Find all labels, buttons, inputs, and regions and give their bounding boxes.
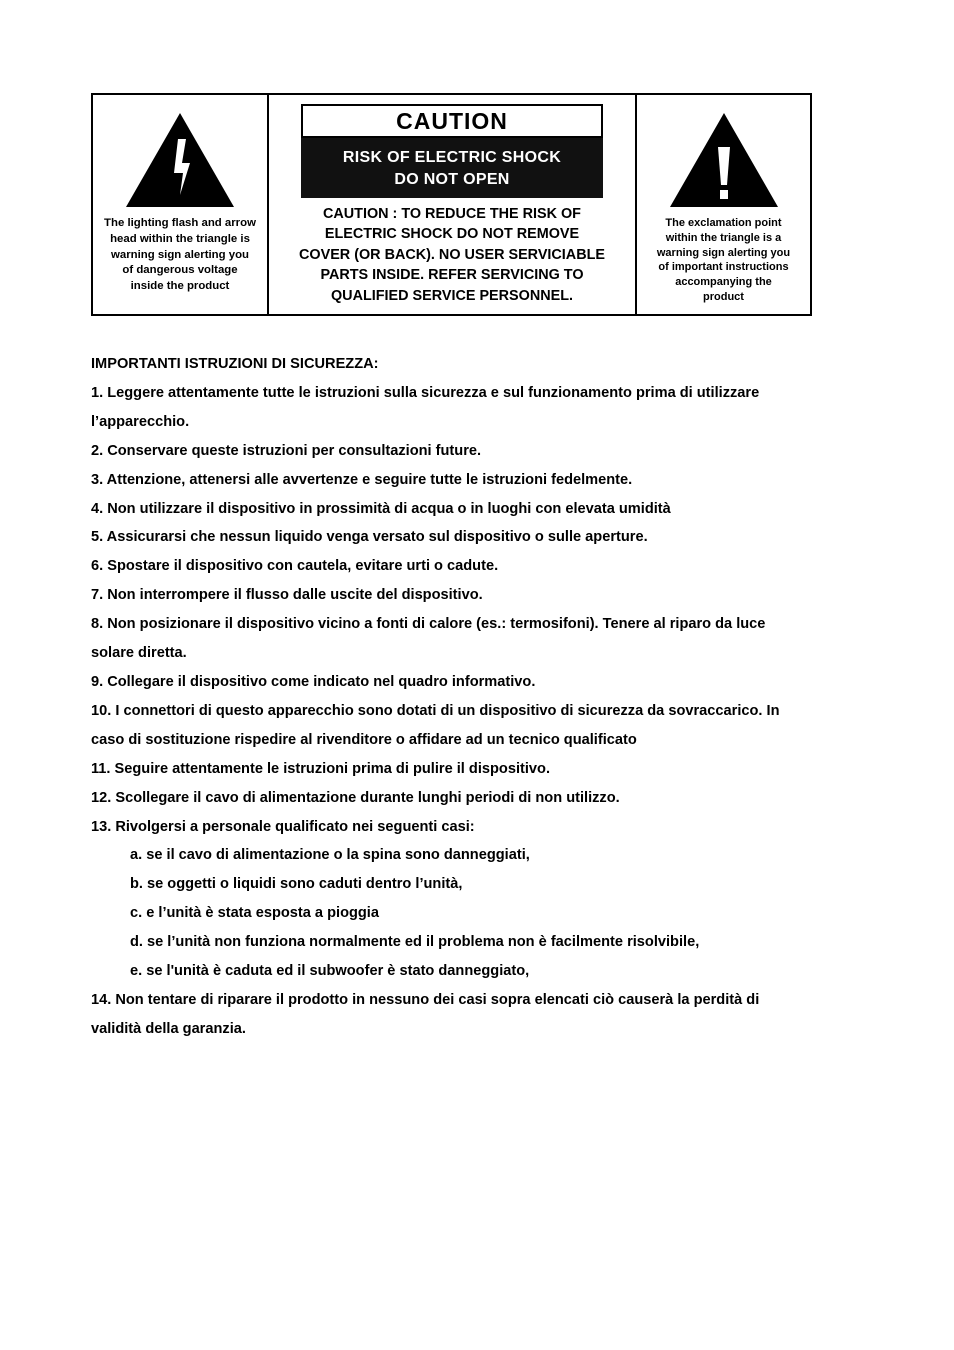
instruction-13-a: a. se il cavo di alimentazione o la spina sono danneggiati,	[130, 847, 530, 864]
caution-center-cell	[269, 95, 637, 314]
caution-title: CAUTION	[301, 104, 603, 138]
instruction-8: 8. Non posizionare il dispositivo vicino a fonti di calore (es.: termosifoni). Tenere al riparo da luce	[91, 616, 766, 633]
instruction-6: 6. Spostare il dispositivo con cautela, evitare urti o cadute.	[91, 558, 499, 575]
instruction-13-e: e. se l'unità è caduta ed il subwoofer è stato danneggiato,	[130, 963, 530, 980]
instruction-7: 7. Non interrompere il flusso dalle uscite del dispositivo.	[91, 587, 483, 604]
instruction-1: 1. Leggere attentamente tutte le istruzioni sulla sicurezza e sul funzionamento prima di utilizzare	[91, 384, 760, 401]
instruction-13-c: c. e l’unità è stata esposta a pioggia	[130, 905, 379, 922]
voltage-warning-cell	[93, 95, 269, 314]
lightning-warning-icon	[126, 113, 234, 207]
exclamation-warning-note: The exclamation point within the triangle is a warning sign alerting you of important instructions accompanying the product	[656, 217, 791, 303]
instruction-10-cont: caso di sostituzione rispedire al rivenditore o affidare ad un tecnico qualificato	[91, 731, 637, 748]
instruction-11: 11. Seguire attentamente le istruzioni prima di pulire il dispositivo.	[91, 760, 550, 777]
instruction-13: 13. Rivolgersi a personale qualificato nei seguenti casi:	[91, 818, 475, 835]
caution-text: CAUTION : TO REDUCE THE RISK OF ELECTRIC SHOCK DO NOT REMOVE COVER (OR BACK). NO USER SERVICIABLE PARTS INSIDE. REFER SERVICING TO QUALIFIED SERVICE PERSONNEL.	[299, 206, 605, 304]
instruction-13-d: d. se l’unità non funziona normalmente ed il problema non è facilmente risolvibile,	[130, 934, 700, 951]
exclamation-warning-cell	[637, 95, 810, 314]
instruction-13-b: b. se oggetti o liquidi sono caduti dentro l’unità,	[130, 876, 463, 893]
instruction-8-cont: solare diretta.	[91, 645, 187, 662]
voltage-warning-note: The lighting flash and arrow head within the triangle is warning sign alerting you of dangerous voltage inside the product	[104, 217, 256, 293]
instruction-9: 9. Collegare il dispositivo come indicato nel quadro informativo.	[91, 673, 536, 690]
instruction-2: 2. Conservare queste istruzioni per consultazioni future.	[91, 442, 482, 459]
instruction-1-cont: l’apparecchio.	[91, 413, 190, 430]
instruction-12: 12. Scollegare il cavo di alimentazione durante lunghi periodi di non utilizzo.	[91, 789, 620, 806]
instruction-4: 4. Non utilizzare il dispositivo in prossimità di acqua o in luoghi con elevata umidità	[91, 500, 671, 517]
instruction-14: 14. Non tentare di riparare il prodotto in nessuno dei casi sopra elencati ciò causerà la perdità di	[91, 991, 760, 1008]
shock-risk-band: RISK OF ELECTRIC SHOCK DO NOT OPEN	[301, 138, 603, 198]
caution-label	[91, 93, 812, 316]
instruction-10: 10. I connettori di questo apparecchio sono dotati di un dispositivo di sicurezza da sovraccarico. In	[91, 702, 780, 719]
instruction-14-cont: validità della garanzia.	[91, 1020, 246, 1037]
exclamation-warning-icon	[670, 113, 778, 207]
instructions-heading: IMPORTANTI ISTRUZIONI DI SICUREZZA:	[91, 356, 379, 372]
instruction-5: 5. Assicurarsi che nessun liquido venga versato sul dispositivo o sulle aperture.	[91, 529, 648, 546]
instruction-3: 3. Attenzione, attenersi alle avvertenze e seguire tutte le istruzioni fedelmente.	[91, 471, 633, 488]
safety-instructions	[91, 350, 861, 1044]
